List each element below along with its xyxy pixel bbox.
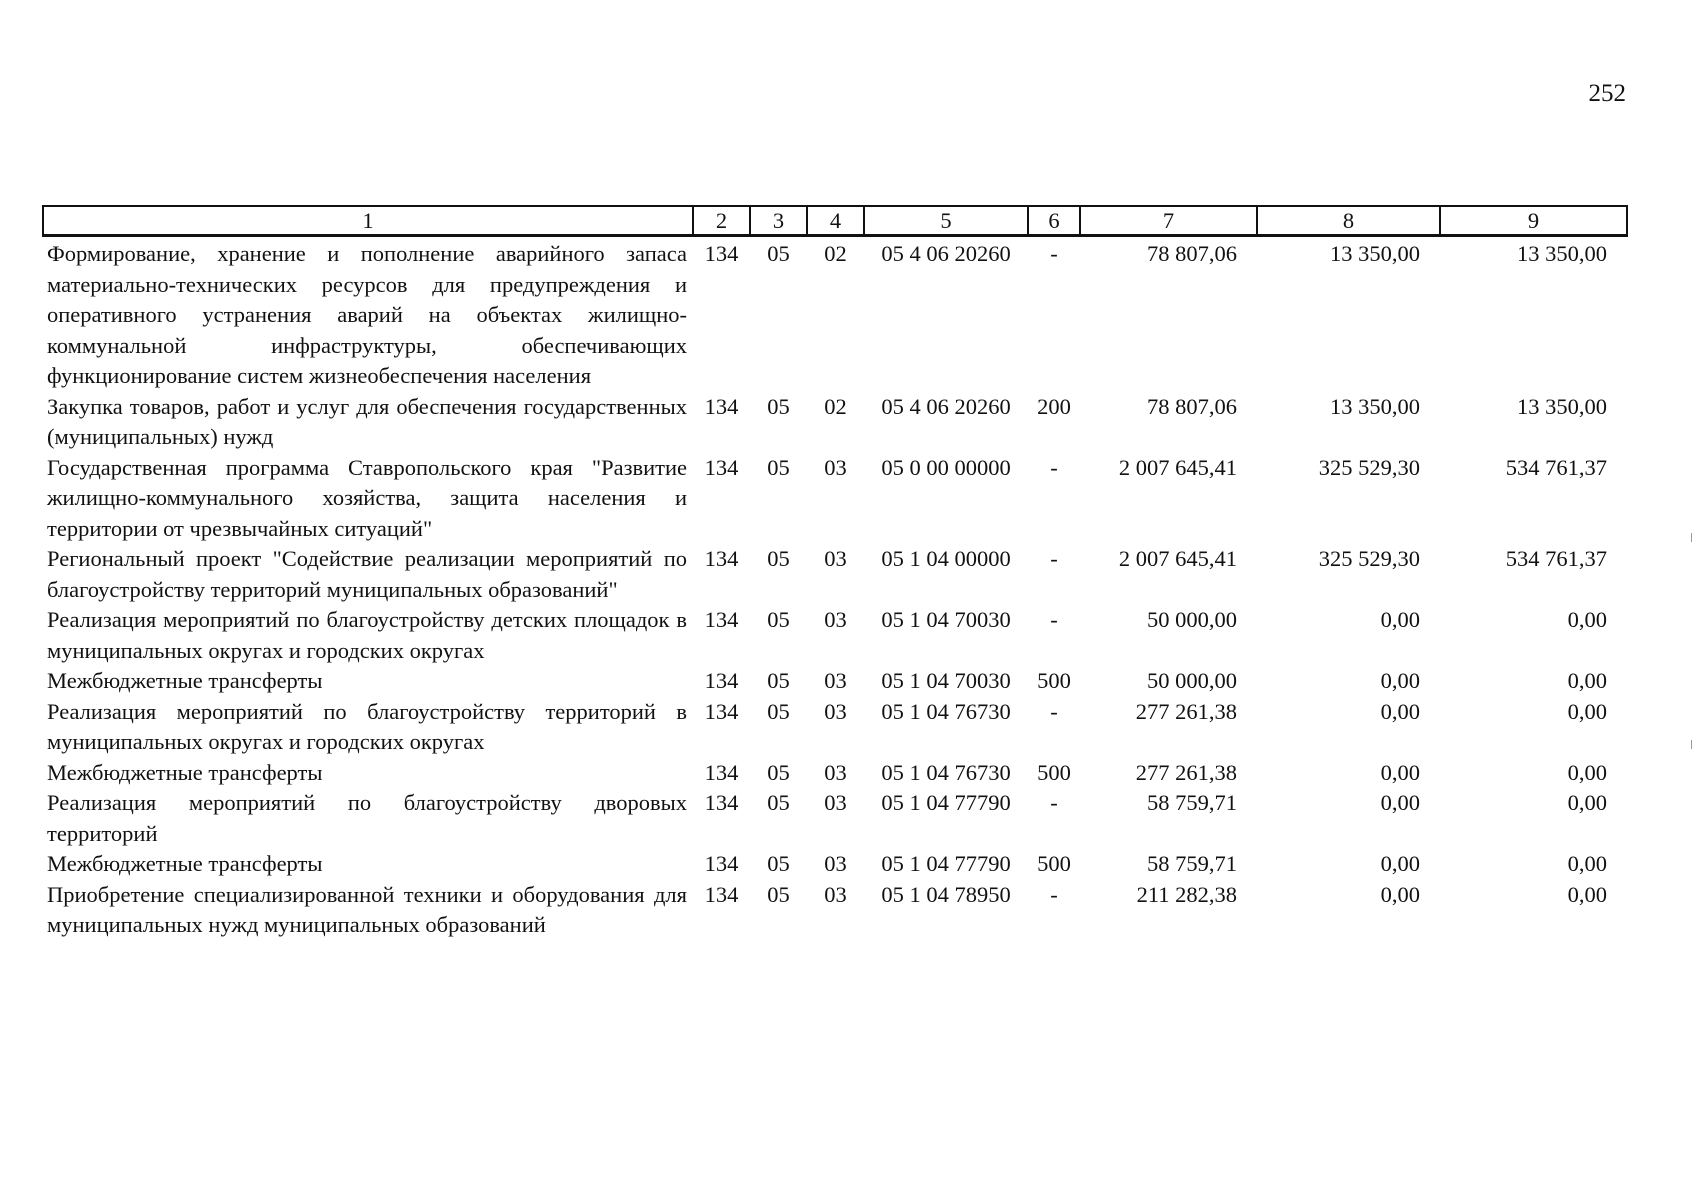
row-name-cell: Государственная программа Ставропольского края "Развитие жилищно-коммунального хозяйства, защита населения и территории от чрезвычайных ситуаций" [47,454,687,541]
amount-col9-cell: 0,00 [1567,668,1607,693]
table-row [43,788,1627,849]
amount-col8-cell: 0,00 [1380,881,1420,907]
expense-type-cell: - [1050,241,1058,266]
amount-col9-cell: 13 350,00 [1517,241,1607,266]
amount-col7-cell: 211 282,38 [1136,881,1237,907]
amount-col8-cell: 325 529,30 [1318,454,1420,480]
section-code-cell: 05 [767,454,790,480]
amount-col9-cell: 0,00 [1567,759,1607,785]
subsection-code-cell: 03 [824,454,847,480]
amount-col7-cell: 58 759,71 [1147,851,1237,876]
header-col-4: 4 [807,206,864,236]
expense-type-cell: - [1050,698,1058,724]
subsection-code-cell: 03 [824,668,847,693]
header-col-5: 5 [864,206,1028,236]
expense-type-cell: 500 [1037,851,1071,876]
target-article-cell: 05 1 04 77790 [881,851,1011,876]
amount-col9-cell: 0,00 [1567,851,1607,876]
expense-type-cell: - [1050,881,1058,907]
target-article-cell: 05 0 00 00000 [881,454,1011,480]
amount-col8-cell: 13 350,00 [1330,393,1420,419]
subsection-code-cell: 03 [824,546,847,571]
ministry-code-cell: 134 [704,851,739,876]
section-code-cell: 05 [767,790,790,815]
section-code-cell: 05 [767,759,790,785]
section-code-cell: 05 [767,881,790,907]
target-article-cell: 05 1 04 76730 [881,698,1011,724]
amount-col7-cell: 2 007 645,41 [1118,454,1237,480]
expense-type-cell: 200 [1037,393,1071,419]
table-row [43,236,1627,392]
amount-col7-cell: 78 807,06 [1147,393,1237,419]
row-name-cell: Межбюджетные трансферты [47,851,323,876]
target-article-cell: 05 1 04 70030 [881,607,1011,632]
target-article-cell: 05 4 06 20260 [881,241,1011,266]
expense-type-cell: 500 [1037,759,1071,785]
amount-col7-cell: 277 261,38 [1135,698,1237,724]
expense-type-cell: - [1050,790,1058,815]
table-row [43,392,1627,453]
ministry-code-cell: 134 [704,881,739,907]
ministry-code-cell: 134 [704,607,739,632]
amount-col8-cell: 0,00 [1380,668,1420,693]
page-number: 252 [1588,80,1626,107]
row-name-cell: Реализация мероприятий по благоустройству дворовых территорий [47,790,687,846]
target-article-cell: 05 1 04 76730 [881,759,1011,785]
ministry-code-cell: 134 [704,546,739,571]
section-code-cell: 05 [767,851,790,876]
section-code-cell: 05 [767,393,790,419]
header-row [43,206,1627,236]
expense-type-cell: 500 [1037,668,1071,693]
scan-mark [1691,740,1692,749]
row-name-cell: Приобретение специализированной техники и оборудования для муниципальных нужд муниципальных образований [47,881,687,937]
amount-col8-cell: 0,00 [1380,607,1420,632]
amount-col9-cell: 534 761,37 [1505,454,1607,480]
row-name-cell: Формирование, хранение и пополнение аварийного запаса материально-технических ресурсов для предупреждения и оперативного устранения аварий на объектах жилищно-коммунальной инфраструктуры, обеспечивающих функционирование систем жизнеобеспечения населения [47,241,687,388]
header-col-1: 1 [43,206,693,236]
table-row [43,453,1627,545]
ministry-code-cell: 134 [704,668,739,693]
target-article-cell: 05 1 04 70030 [881,668,1011,693]
amount-col8-cell: 0,00 [1380,790,1420,815]
target-article-cell: 05 1 04 78950 [881,881,1011,907]
budget-table [42,205,1628,941]
amount-col8-cell: 0,00 [1380,851,1420,876]
header-col-6: 6 [1028,206,1080,236]
header-col-9: 9 [1440,206,1627,236]
subsection-code-cell: 03 [824,881,847,907]
header-col-7: 7 [1080,206,1257,236]
table-row [43,880,1627,941]
table-row [43,544,1627,605]
ministry-code-cell: 134 [704,241,739,266]
row-name-cell: Реализация мероприятий по благоустройству территорий в муниципальных округах и городских округах [47,698,687,754]
amount-col9-cell: 0,00 [1567,790,1607,815]
ministry-code-cell: 134 [704,759,739,785]
expense-type-cell: - [1050,454,1058,480]
amount-col8-cell: 325 529,30 [1318,546,1420,571]
ministry-code-cell: 134 [704,790,739,815]
expense-type-cell: - [1050,546,1058,571]
target-article-cell: 05 1 04 77790 [881,790,1011,815]
subsection-code-cell: 03 [824,790,847,815]
table-row [43,605,1627,666]
ministry-code-cell: 134 [704,393,739,419]
amount-col9-cell: 0,00 [1567,607,1607,632]
table-row [43,666,1627,697]
section-code-cell: 05 [767,241,790,266]
ministry-code-cell: 134 [704,454,739,480]
section-code-cell: 05 [767,668,790,693]
subsection-code-cell: 03 [824,759,847,785]
section-code-cell: 05 [767,698,790,724]
subsection-code-cell: 03 [824,607,847,632]
ministry-code-cell: 134 [704,698,739,724]
section-code-cell: 05 [767,607,790,632]
amount-col9-cell: 0,00 [1567,881,1607,907]
row-name-cell: Закупка товаров, работ и услуг для обеспечения государственных (муниципальных) нужд [47,393,687,449]
subsection-code-cell: 03 [824,851,847,876]
amount-col8-cell: 13 350,00 [1330,241,1420,266]
amount-col7-cell: 58 759,71 [1147,790,1237,815]
target-article-cell: 05 4 06 20260 [881,393,1011,419]
table-row [43,849,1627,880]
row-name-cell: Региональный проект "Содействие реализации мероприятий по благоустройству территорий муниципальных образований" [47,546,687,602]
row-name-cell: Реализация мероприятий по благоустройству детских площадок в муниципальных округах и городских округах [47,607,687,663]
amount-col7-cell: 277 261,38 [1135,759,1237,785]
section-code-cell: 05 [767,546,790,571]
scan-mark [1691,533,1692,542]
amount-col7-cell: 2 007 645,41 [1118,546,1237,571]
amount-col9-cell: 534 761,37 [1505,546,1607,571]
header-col-2: 2 [693,206,750,236]
amount-col9-cell: 13 350,00 [1517,393,1607,419]
subsection-code-cell: 03 [824,698,847,724]
table-row [43,758,1627,789]
row-name-cell: Межбюджетные трансферты [47,759,323,785]
expense-type-cell: - [1050,607,1058,632]
subsection-code-cell: 02 [824,241,847,266]
amount-col7-cell: 50 000,00 [1147,668,1237,693]
subsection-code-cell: 02 [824,393,847,419]
table-row [43,697,1627,758]
amount-col7-cell: 50 000,00 [1147,607,1237,632]
row-name-cell: Межбюджетные трансферты [47,668,323,693]
header-col-8: 8 [1257,206,1440,236]
header-col-3: 3 [750,206,807,236]
target-article-cell: 05 1 04 00000 [881,546,1011,571]
amount-col7-cell: 78 807,06 [1147,241,1237,266]
amount-col9-cell: 0,00 [1567,698,1607,724]
amount-col8-cell: 0,00 [1380,759,1420,785]
amount-col8-cell: 0,00 [1380,698,1420,724]
